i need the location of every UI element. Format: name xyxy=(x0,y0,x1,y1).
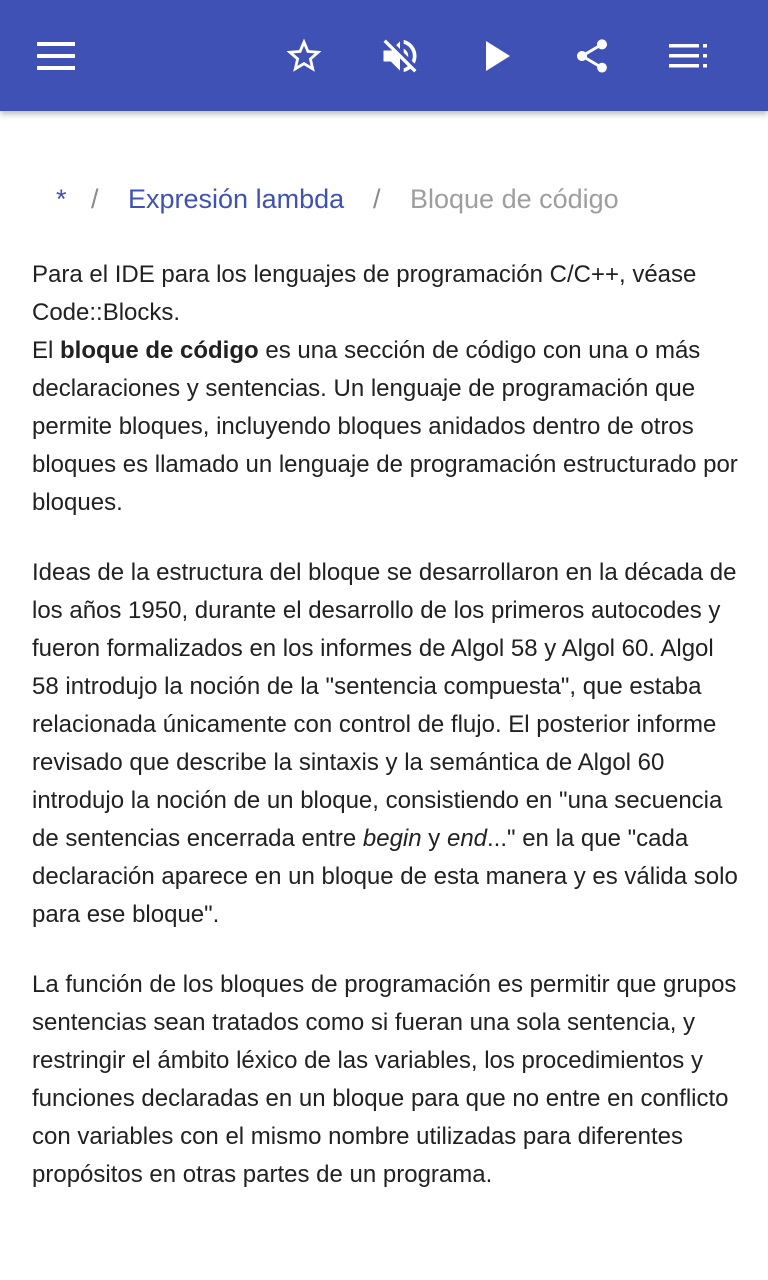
italic-term: end xyxy=(446,825,488,852)
playlist-button[interactable] xyxy=(663,31,713,81)
text-span: ..." en la que "cada declaración aparece en un bloque de esta manera y es válida solo para ese bloque". xyxy=(32,825,738,928)
breadcrumb-parent-link[interactable]: Expresión lambda xyxy=(128,184,345,214)
breadcrumb-separator: / xyxy=(91,184,99,214)
italic-term: begin xyxy=(362,825,422,852)
text-span: es una sección de código con una o más declaraciones y sentencias. Un lenguaje de programación que permite bloques, incluyendo bloques anidados dentro de otros bloques es llamado un lenguaje de programación estructurado por bloques. xyxy=(32,337,738,516)
mute-button[interactable] xyxy=(375,31,425,81)
breadcrumb-home-link[interactable]: * xyxy=(56,184,67,214)
breadcrumb-separator: / xyxy=(373,184,381,214)
app-toolbar xyxy=(0,0,768,111)
hatnote-text: Para el IDE para los lenguajes de programación C/C++, véase Code::Blocks. xyxy=(32,261,697,326)
star-outline-icon xyxy=(283,35,325,77)
playlist-icon xyxy=(669,44,707,68)
volume-off-icon xyxy=(378,34,422,78)
breadcrumb-current-page: Bloque de código xyxy=(410,184,619,214)
article-body xyxy=(32,256,740,1226)
article-content xyxy=(0,111,768,1280)
menu-icon xyxy=(37,42,75,70)
text-span: Ideas de la estructura del bloque se desarrollaron en la década de los años 1950, durante el desarrollo de los primeros autocodes y fueron formalizados en los informes de Algol 58 y Algol 60. Algol 58 introdujo la noción de la "sentencia compuesta", que estaba relacionada únicamente con control de flujo. El posterior informe revisado que describe la sintaxis y la semántica de Algol 60 introdujo la noción de un bloque, consistiendo en "una secuencia de sentencias encerrada entre xyxy=(32,559,737,852)
play-button[interactable] xyxy=(473,31,523,81)
menu-button[interactable] xyxy=(31,31,81,81)
breadcrumb xyxy=(0,179,768,219)
paragraph-intro xyxy=(32,256,740,522)
favorite-button[interactable] xyxy=(279,31,329,81)
share-button[interactable] xyxy=(567,31,617,81)
play-icon xyxy=(484,40,512,72)
text-span: El xyxy=(32,337,61,364)
share-icon xyxy=(572,35,612,77)
bold-term: bloque de código xyxy=(60,337,259,364)
paragraph-function: La función de los bloques de programación es permitir que grupos sentencias sean tratados como si fueran una sola sentencia, y restringir el ámbito léxico de las variables, los procedimientos y funciones declaradas en un bloque para que no entre en conflicto con variables con el mismo nombre utilizadas para diferentes propósitos en otras partes de un programa. xyxy=(32,971,737,1188)
paragraph-history xyxy=(32,554,740,934)
text-span: y xyxy=(421,825,447,852)
